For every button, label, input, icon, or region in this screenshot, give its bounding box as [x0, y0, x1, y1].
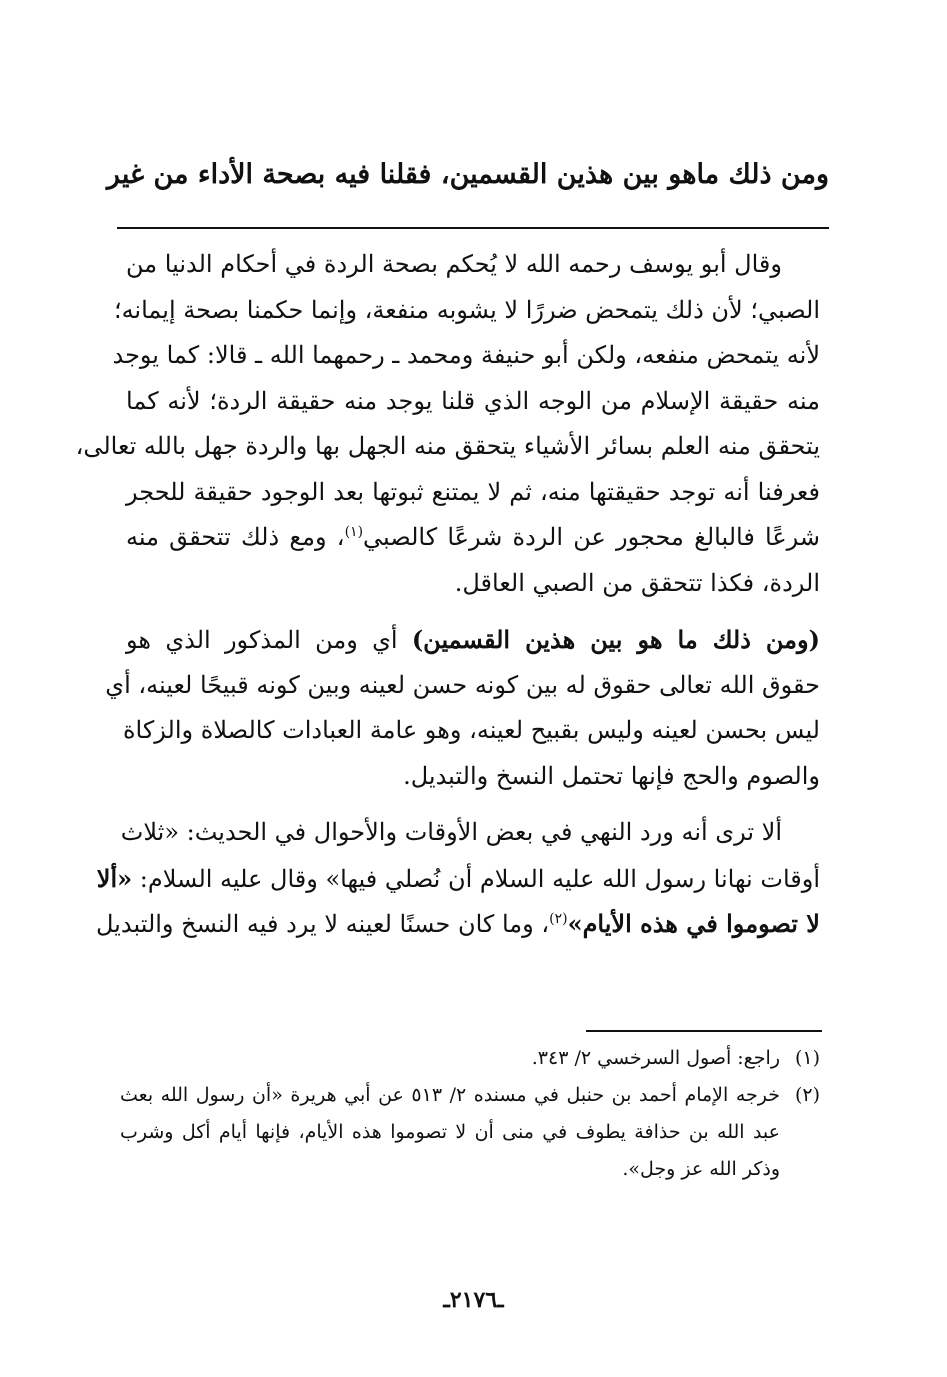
text-segment: ، وما كان حسنًا لعينه لا يرد فيه النسخ والتبديل — [96, 910, 550, 938]
running-header: ومن ذلك ماهو بين هذين القسمين، فقلنا فيه بصحة الأداء من غير — [106, 159, 829, 190]
footnote-ref-1: (١) — [344, 524, 364, 540]
text-line: وقال أبو يوسف رحمه الله لا يُحكم بصحة الردة في أحكام الدنيا من — [126, 250, 782, 278]
text-line: يتحقق منه العلم بسائر الأشياء يتحقق منه الجهل بها والردة جهل بالله تعالى، — [75, 432, 820, 460]
footnotes — [120, 1040, 820, 1188]
text-line — [96, 901, 820, 947]
text-line: منه حقيقة الإسلام من الوجه الذي قلنا يوجد منه حقيقة الردة؛ لأنه كما — [126, 386, 820, 415]
footnote-divider — [586, 1030, 822, 1032]
hadith-quote: «ألا — [96, 863, 133, 893]
hadith-quote: لا تصوموا في هذه الأيام» — [567, 909, 820, 938]
paragraph-3 — [96, 810, 820, 947]
footnote-1 — [120, 1040, 820, 1077]
footnote-text: راجع: أصول السرخسي ٢/ ٣٤٣. — [531, 1047, 780, 1069]
text-segment: أي ومن المذكور الذي هو — [126, 626, 412, 654]
footnote-text: خرجه الإمام أحمد بن حنبل في مسنده ٢/ ٥١٣ عن أبي هريرة «أن رسول الله بعث — [120, 1084, 780, 1106]
text-line: ألا ترى أنه ورد النهي في بعض الأوقات والأحوال في الحديث: «ثلاث — [120, 818, 782, 846]
footnote-2 — [120, 1077, 820, 1114]
text-line — [96, 856, 820, 902]
text-line — [126, 515, 820, 561]
quoted-matn: (ومن ذلك ما هو بين هذين القسمين) — [411, 625, 820, 654]
main-text — [75, 242, 820, 947]
text-line: فعرفنا أنه توجد حقيقتها منه، ثم لا يمتنع ثبوتها بعد الوجود حقيقة للحجر — [126, 477, 820, 506]
text-line: ليس بحسن لعينه وليس بقبيح لعينه، وهو عامة العبادات كالصلاة والزكاة — [122, 716, 820, 744]
text-line: حقوق الله تعالى حقوق له بين كونه حسن لعينه وبين كونه قبيحًا لعينه، أي — [105, 670, 820, 699]
text-segment: أوقات نهانا رسول الله عليه السلام أن نُصلي فيها» وقال عليه السلام: — [132, 864, 820, 893]
paragraph-2 — [105, 617, 820, 799]
footnote-ref-2: (٢) — [549, 911, 568, 927]
paragraph-1 — [75, 242, 820, 606]
text-line — [126, 617, 820, 663]
header-divider — [117, 227, 829, 229]
text-line: الصبي؛ لأن ذلك يتمحض ضررًا لا يشوبه منفعة، وإنما حكمنا بصحة إيمانه؛ — [113, 295, 820, 324]
footnote-number: (٢) — [794, 1084, 820, 1106]
text-segment: ، ومع ذلك تتحقق منه — [126, 523, 345, 551]
footnote-number: (١) — [794, 1047, 820, 1069]
footnote-2-line: وذكر الله عز وجل». — [622, 1158, 780, 1180]
text-line: والصوم والحج فإنها تحتمل النسخ والتبديل. — [403, 761, 820, 790]
text-line: لأنه يتمحض منفعه، ولكن أبو حنيفة ومحمد ـ رحمهما الله ـ قالا: كما يوجد — [112, 341, 820, 369]
footnote-2-line: عبد الله بن حذافة يطوف في منى أن لا تصوموا هذه الأيام، فإنها أيام أكل وشرب — [120, 1121, 780, 1143]
page-number: ـ٢١٧٦ـ — [443, 1287, 504, 1313]
text-segment: شرعًا فالبالغ محجور عن الردة شرعًا كالصبي — [363, 523, 820, 551]
text-line: الردة، فكذا تتحقق من الصبي العاقل. — [454, 568, 820, 597]
